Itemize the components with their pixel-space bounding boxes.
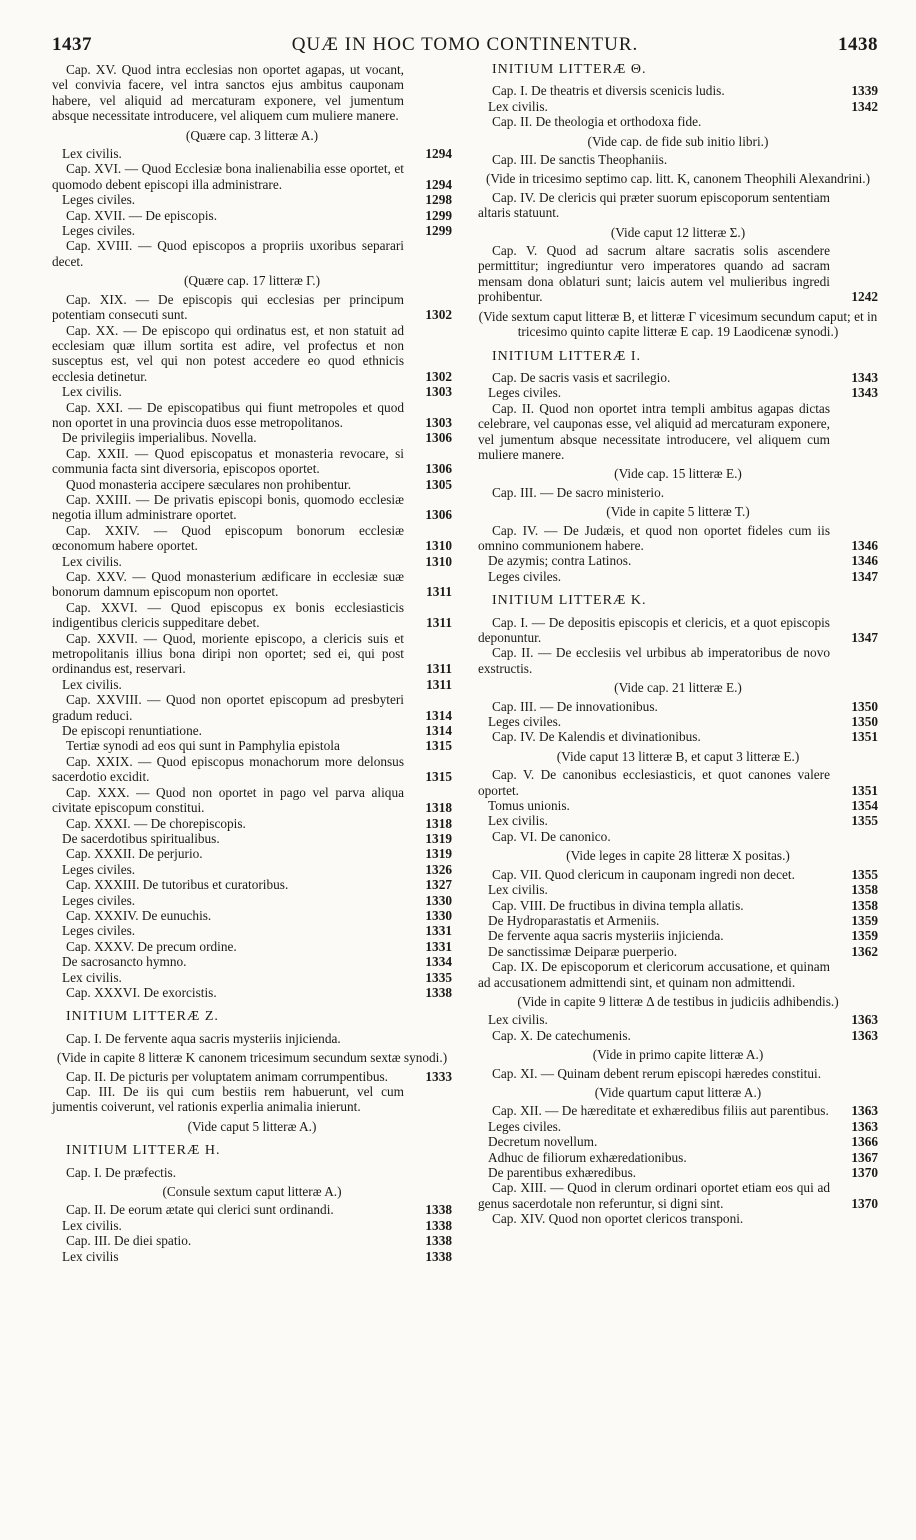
page-reference: 1359 [851, 928, 878, 944]
entry-text: Cap. XXVII. — Quod, moriente episcopo, a clericis suis et metropolitanis illius bona diripi non oportet; sed ei, qui post ordinandus est, reservari. [52, 630, 404, 677]
chapter-entry [478, 829, 878, 844]
sub-entry [52, 1249, 452, 1264]
cross-reference-note: (Vide in primo capite litteræ A.) [592, 1047, 764, 1063]
chapter-entry [478, 699, 878, 714]
chapter-entry [478, 1066, 878, 1081]
sub-entry [478, 1165, 878, 1180]
chapter-entry [52, 400, 452, 431]
cross-reference-note: (Vide quartum caput litteræ A.) [594, 1084, 762, 1100]
page-reference: 1298 [425, 192, 452, 208]
entry-text: Cap. VI. De canonico. [492, 828, 611, 844]
page-reference: 1339 [851, 83, 878, 99]
chapter-entry [478, 370, 878, 385]
page-reference: 1294 [425, 176, 452, 192]
two-column-index [52, 62, 878, 1264]
page-reference: 1343 [851, 385, 878, 401]
cross-reference-note: (Vide in capite 5 litteræ T.) [606, 504, 750, 520]
entry-text: Leges civiles. [62, 861, 136, 877]
entry-text: De Hydroparastatis et Armeniis. [488, 912, 660, 928]
sub-entry [52, 831, 452, 846]
entry-text: Cap. XIII. — Quod in clerum ordinari oportet etiam eos qui ad genus sacerdotale non referuntur, si digni sint. [478, 1180, 830, 1211]
page-reference: 1359 [851, 912, 878, 928]
sub-entry [52, 223, 452, 238]
page-reference: 1347 [851, 568, 878, 584]
entry-text: Cap. XVI. — Quod Ecclesiæ bona inalienabilia esse oportet, et quomodo debent episcopi illa administrare. [52, 161, 404, 192]
cross-reference-note: (Vide leges in capite 28 litteræ X positas.) [566, 848, 790, 864]
sub-entry [478, 928, 878, 943]
entry-text: Lex civilis. [488, 882, 548, 898]
chapter-entry [478, 898, 878, 913]
page-reference: 1294 [425, 146, 452, 162]
page-reference: 1370 [851, 1165, 878, 1180]
entry-text: Cap. XV. Quod intra ecclesias non oportet agapas, ut vocant, vel convivia facere, vel intra sanctos ejus ambitus cauponam habere, vel aliquid ad mercaturam exponere, vel jumentum absque necessitate introducere, vel aliquem cum muliere manere. [52, 62, 404, 124]
chapter-entry [478, 243, 878, 305]
sub-entry [478, 714, 878, 729]
sub-entry [52, 723, 452, 738]
chapter-entry [478, 729, 878, 744]
chapter-entry [52, 523, 452, 554]
entry-text: Lex civilis [62, 1248, 119, 1264]
entry-text: Leges civiles. [62, 892, 136, 908]
entry-text: Lex civilis. [62, 969, 122, 985]
entry-text: Adhuc de filiorum exhæredationibus. [488, 1149, 687, 1165]
chapter-entry [52, 569, 452, 600]
entry-text: Cap. IV. — De Judæis, et quod non oportet fideles cum iis omnino communionem habere. [478, 522, 830, 553]
entry-text: Cap. X. De catechumenis. [492, 1027, 631, 1043]
sub-entry [478, 944, 878, 959]
entry-text: Cap. II. De theologia et orthodoxa fide. [492, 114, 702, 130]
page-reference: 1306 [425, 461, 452, 477]
page-reference: 1331 [425, 938, 452, 954]
cross-reference-note: (Vide cap. de fide sub initio libri.) [587, 133, 769, 149]
page-reference: 1303 [425, 414, 452, 430]
cross-reference-note: (Vide caput 12 litteræ Σ.) [610, 224, 746, 240]
sub-entry [52, 677, 452, 692]
sub-entry [478, 569, 878, 584]
sub-entry [52, 1218, 452, 1233]
page-reference: 1354 [851, 798, 878, 814]
entry-text: Cap. III. De diei spatio. [66, 1233, 192, 1249]
entry-text: Cap. XXV. — Quod monasterium ædificare in ecclesiæ suæ bonorum damnum episcopum non oportet. [52, 569, 404, 600]
running-title: QUÆ IN HOC TOMO CONTINENTUR. [291, 34, 639, 55]
entry-text: Cap. VII. Quod clericum in cauponam ingredi non decet. [492, 866, 795, 882]
page-reference: 1326 [425, 861, 452, 877]
chapter-entry [478, 83, 878, 98]
cross-reference-note: (Vide in capite 9 litteræ Δ de testibus in judiciis adhibendis.) [517, 993, 839, 1009]
entry-text: Cap. XXXI. — De chorepiscopis. [66, 815, 246, 831]
chapter-entry [52, 985, 452, 1000]
sub-entry [478, 553, 878, 568]
chapter-entry [52, 754, 452, 785]
entry-text: Cap. XXIII. — De privatis episcopi bonis, quomodo ecclesiæ negotia illum administrare oportet. [52, 491, 404, 523]
entry-text: Cap. I. De fervente aqua sacris mysteriis injicienda. [66, 1030, 341, 1046]
page-number-left: 1437 [52, 34, 92, 55]
page-reference: 1315 [425, 769, 452, 785]
entry-text: Cap. XX. — De episcopo qui ordinatus est, et non statuit ad ecclesiam quæ illum sortita est adire, vel profectus et non susceptus est, vel qui non potest accedere eo quod ethnicis ecclesia detinetur. [52, 322, 404, 384]
entry-text: Lex civilis. [488, 1012, 548, 1028]
entry-text: Cap. II. De picturis per voluptatem animam corrumpentibus. [66, 1068, 388, 1084]
entry-text: Cap. XXXV. De precum ordine. [66, 938, 237, 954]
chapter-entry [52, 846, 452, 861]
chapter-entry [52, 1233, 452, 1248]
page-reference: 1366 [851, 1134, 878, 1150]
entry-text: Cap. IV. De clericis qui præter suorum episcoporum sententiam altaris statuunt. [478, 189, 831, 221]
page-reference: 1358 [851, 897, 878, 913]
section-heading: INITIUM LITTERÆ Θ. [492, 62, 647, 77]
chapter-entry [52, 816, 452, 831]
page-reference: 1335 [425, 969, 452, 985]
page-reference: 1303 [425, 384, 452, 400]
entry-text: Cap. III. — De sacro ministerio. [492, 484, 665, 500]
page-reference: 1327 [425, 877, 452, 893]
cross-reference-note: (Vide cap. 15 litteræ E.) [614, 466, 742, 482]
section-heading: INITIUM LITTERÆ H. [66, 1143, 221, 1159]
chapter-entry [478, 1180, 878, 1211]
page-reference: 1311 [426, 661, 452, 677]
cross-reference-note: (Quære cap. 17 litteræ Γ.) [183, 273, 321, 289]
page-reference: 1318 [425, 815, 452, 831]
entry-text: Leges civiles. [488, 714, 562, 730]
chapter-entry [478, 152, 878, 167]
entry-text: Cap. XXX. — Quod non oportet in pago vel parva aliqua civitate episcopum constitui. [52, 784, 404, 816]
page-reference: 1330 [425, 892, 452, 908]
page-reference: 1363 [851, 1103, 878, 1119]
chapter-entry [52, 1202, 452, 1217]
page-reference: 1350 [851, 698, 878, 714]
page-reference: 1351 [851, 729, 878, 745]
page-reference: 1363 [851, 1027, 878, 1043]
entry-text: Cap. II. De eorum ætate qui clerici sunt ordinandi. [66, 1202, 334, 1218]
running-header [52, 30, 878, 60]
chapter-entry [52, 238, 452, 269]
entry-text: Cap. XII. — De hæreditate et exhæredibus filiis aut parentibus. [492, 1103, 829, 1119]
chapter-entry [478, 867, 878, 882]
cross-reference-note: (Quære cap. 3 litteræ A.) [185, 127, 319, 143]
cross-reference-note: (Vide in tricesimo septimo cap. litt. K, canonem Theophili Alexandrini.) [485, 171, 871, 187]
entry-text: De sacrosancto hymno. [62, 954, 187, 970]
chapter-entry [52, 208, 452, 223]
entry-text: Cap. XXII. — Quod episcopatus et monasteria revocare, si communia facta sint diversoria, episcopos oportet. [52, 445, 404, 477]
page-reference: 1355 [851, 866, 878, 882]
sub-entry [478, 1150, 878, 1165]
page-reference: 1330 [425, 907, 452, 923]
page-reference: 1311 [426, 584, 452, 600]
entry-text: Leges civiles. [488, 568, 562, 584]
sub-entry [52, 862, 452, 877]
sub-entry [52, 970, 452, 985]
chapter-entry [478, 1028, 878, 1043]
page-reference: 1338 [425, 1217, 452, 1233]
chapter-entry [52, 492, 452, 523]
entry-text: Cap. XVII. — De episcopis. [66, 207, 218, 223]
left-column [52, 62, 452, 1264]
entry-text: Cap. II. Quod non oportet intra templi ambitus agapas dictas celebrare, vel cauponas esse, vel aliquid ad mercaturam exponere, vel jumentum absque necessitate introducere, vel aliquem cum muliere manere. [478, 400, 830, 462]
chapter-entry [478, 114, 878, 129]
sub-entry [52, 146, 452, 161]
page-reference: 1306 [425, 507, 452, 523]
page-reference: 1305 [425, 476, 452, 492]
entry-text: Leges civiles. [488, 1118, 562, 1134]
entry-text: De azymis; contra Latinos. [488, 553, 632, 569]
sub-entry [52, 554, 452, 569]
chapter-entry [52, 631, 452, 677]
chapter-entry [52, 738, 452, 753]
sub-entry [52, 192, 452, 207]
page-reference: 1346 [851, 537, 878, 553]
entry-text: Cap. XXVI. — Quod episcopus ex bonis ecclesiasticis indigentibus clericis suppeditare debet. [52, 599, 404, 631]
page-reference: 1314 [425, 707, 452, 723]
page-reference: 1319 [425, 846, 452, 862]
chapter-entry [478, 523, 878, 554]
entry-text: Cap. XIV. Quod non oportet clericos transponi. [492, 1211, 744, 1227]
page-reference: 1343 [851, 369, 878, 385]
entry-text: De sacerdotibus spiritualibus. [62, 830, 220, 846]
chapter-entry [478, 401, 878, 463]
entry-text: Leges civiles. [62, 223, 136, 239]
chapter-entry [478, 190, 878, 221]
page-number-right: 1438 [838, 34, 878, 55]
sub-entry [478, 1012, 878, 1027]
entry-text: De privilegiis imperialibus. Novella. [62, 430, 257, 446]
page-reference: 1302 [425, 368, 452, 384]
entry-text: Cap. De sacris vasis et sacrilegio. [492, 369, 671, 385]
chapter-entry [52, 477, 452, 492]
page-reference: 1370 [851, 1195, 878, 1211]
chapter-entry [52, 62, 452, 124]
entry-text: Tomus unionis. [488, 798, 570, 814]
chapter-entry [52, 161, 452, 192]
page-reference: 1350 [851, 714, 878, 730]
sub-entry [478, 385, 878, 400]
chapter-entry [52, 600, 452, 631]
entry-text: Lex civilis. [488, 813, 548, 829]
chapter-entry [478, 615, 878, 646]
page-reference: 1338 [425, 1248, 452, 1264]
entry-text: Cap. III. De iis qui cum bestiis rem habuerunt, vel cum jumentis coiverunt, vel rationis experlia animalia inierunt. [52, 1084, 404, 1115]
sub-entry [52, 384, 452, 399]
page-reference: 1363 [851, 1012, 878, 1028]
chapter-entry [52, 1084, 452, 1115]
right-column [478, 62, 878, 1264]
chapter-entry [52, 446, 452, 477]
page-reference: 1367 [851, 1149, 878, 1165]
entry-text: De fervente aqua sacris mysteriis injicienda. [488, 928, 724, 944]
page-reference: 1299 [425, 223, 452, 239]
chapter-entry [478, 1103, 878, 1118]
sub-entry [478, 1119, 878, 1134]
entry-text: Leges civiles. [62, 923, 136, 939]
chapter-entry [478, 645, 878, 676]
entry-text: Lex civilis. [488, 98, 548, 114]
page-reference: 1331 [425, 923, 452, 939]
entry-text: Cap. V. De canonibus ecclesiasticis, et quot canones valere oportet. [478, 767, 830, 798]
page-reference: 1351 [851, 782, 878, 798]
chapter-entry [478, 767, 878, 798]
page-reference: 1333 [425, 1068, 452, 1084]
sub-entry [52, 430, 452, 445]
chapter-entry [52, 877, 452, 892]
page-reference: 1334 [425, 954, 452, 970]
chapter-entry [478, 959, 878, 990]
entry-text: Lex civilis. [62, 146, 122, 162]
entry-text: Cap. IV. De Kalendis et divinationibus. [492, 729, 701, 745]
page-reference: 1358 [851, 882, 878, 898]
entry-text: De sanctissimæ Deiparæ puerperio. [488, 943, 678, 959]
page-reference: 1299 [425, 207, 452, 223]
page-reference: 1242 [851, 289, 878, 305]
chapter-entry [52, 1031, 452, 1046]
page-reference: 1342 [851, 98, 878, 114]
page-reference: 1319 [425, 830, 452, 846]
page-reference: 1338 [425, 984, 452, 1000]
entry-text: Lex civilis. [62, 553, 122, 569]
chapter-entry [52, 785, 452, 816]
entry-text: Cap. XXIX. — Quod episcopus monachorum more delonsus sacerdotio excidit. [52, 753, 404, 785]
page-reference: 1310 [425, 538, 452, 554]
page-reference: 1302 [425, 307, 452, 323]
sub-entry [478, 798, 878, 813]
page-reference: 1311 [426, 615, 452, 631]
chapter-entry [52, 1069, 452, 1084]
chapter-entry [52, 1165, 452, 1180]
chapter-entry [52, 908, 452, 923]
cross-reference-note: (Vide in capite 8 litteræ K canonem tricesimum secundum sextæ synodi.) [56, 1050, 448, 1066]
page-reference: 1310 [425, 553, 452, 569]
section-heading: INITIUM LITTERÆ I. [492, 348, 642, 364]
entry-text: Cap. XIX. — De episcopis qui ecclesias per principum potentiam consecuti sunt. [52, 291, 404, 323]
entry-text: Leges civiles. [488, 385, 562, 401]
entry-text: Lex civilis. [62, 676, 122, 692]
entry-text: Cap. I. De theatris et diversis scenicis ludis. [492, 83, 725, 99]
sub-entry [52, 893, 452, 908]
page-reference: 1315 [425, 738, 452, 754]
page-reference: 1347 [851, 630, 878, 645]
sub-entry [52, 923, 452, 938]
chapter-entry [478, 485, 878, 500]
entry-text: Cap. XXXII. De perjurio. [66, 846, 203, 862]
cross-reference-note: (Consule sextum caput litteræ A.) [162, 1184, 342, 1200]
entry-text: Decretum novellum. [488, 1134, 598, 1150]
sub-entry [478, 813, 878, 828]
chapter-entry [52, 939, 452, 954]
page-reference: 1314 [425, 723, 452, 739]
entry-text: Cap. V. Quod ad sacrum altare sacratis solis ascendere permittitur; ingrediuntur vero imperatores quando ad sacram mensam dona oblaturi sunt; laicis autem vel mulieribus ingredi prohibentur. [478, 243, 830, 305]
entry-text: Cap. XXXIII. De tutoribus et curatoribus. [66, 877, 289, 893]
page-reference: 1355 [851, 813, 878, 829]
sub-entry [478, 882, 878, 897]
cross-reference-note: (Vide sextum caput litteræ B, et litteræ Γ vicesimum secundum caput; et in tricesimo quinto capite litteræ E cap. 19 Laodicenæ synodi.) [478, 308, 878, 340]
page-reference: 1338 [425, 1202, 452, 1218]
sub-entry [52, 954, 452, 969]
entry-text: Cap. IX. De episcoporum et clericorum accusatione, et quinam ad accusationem admittendi sint, et quinam non admittendi. [478, 959, 830, 990]
entry-text: Cap. XXXVI. De exorcistis. [66, 984, 217, 1000]
entry-text: Tertiæ synodi ad eos qui sunt in Pamphylia epistola [66, 738, 340, 754]
entry-text: Leges civiles. [62, 192, 136, 208]
entry-text: Lex civilis. [62, 384, 122, 400]
page-reference: 1346 [851, 553, 878, 569]
entry-text: Cap. III. De sanctis Theophaniis. [492, 152, 668, 168]
sub-entry [478, 1134, 878, 1149]
chapter-entry [52, 323, 452, 385]
sub-entry [478, 99, 878, 114]
entry-text: Cap. III. — De innovationibus. [492, 698, 658, 714]
page-reference: 1363 [851, 1118, 878, 1134]
entry-text: Cap. XXXIV. De eunuchis. [66, 907, 212, 923]
page-reference: 1338 [425, 1233, 452, 1249]
page-reference: 1311 [426, 676, 452, 692]
entry-text: Cap. XXIV. — Quod episcopum bonorum ecclesiæ œconomum habere oportet. [52, 522, 404, 554]
entry-text: Cap. XXI. — De episcopatibus qui fiunt metropoles et quod non oportet in una provincia duos esse metropolitanos. [52, 399, 404, 430]
section-heading: INITIUM LITTERÆ K. [492, 593, 647, 609]
entry-text: Cap. I. — De depositis episcopis et clericis, et a quot episcopis deponuntur. [478, 614, 830, 645]
cross-reference-note: (Vide cap. 21 litteræ E.) [614, 680, 742, 696]
section-heading: INITIUM LITTERÆ Z. [66, 1009, 219, 1025]
page-reference: 1318 [425, 800, 452, 816]
entry-text: Cap. VIII. De fructibus in divina templa allatis. [492, 897, 744, 913]
entry-text: De parentibus exhæredibus. [488, 1165, 637, 1180]
entry-text: Quod monasteria accipere sæculares non prohibentur. [66, 476, 352, 492]
chapter-entry [478, 1211, 878, 1226]
entry-text: Cap. I. De præfectis. [66, 1164, 177, 1180]
entry-text: Lex civilis. [62, 1217, 122, 1233]
entry-text: Cap. XI. — Quinam debent rerum episcopi hæredes constitui. [492, 1065, 822, 1081]
page-reference: 1362 [851, 943, 878, 959]
cross-reference-note: (Vide caput 5 litteræ A.) [187, 1118, 317, 1134]
page-reference: 1306 [425, 430, 452, 446]
entry-text: Cap. XVIII. — Quod episcopos a propriis uxoribus separari decet. [52, 238, 404, 269]
entry-text: Cap. XXVIII. — Quod non oportet episcopum ad presbyteri gradum reduci. [52, 692, 404, 723]
chapter-entry [52, 692, 452, 723]
sub-entry [478, 913, 878, 928]
entry-text: De episcopi renuntiatione. [62, 723, 202, 739]
entry-text: Cap. II. — De ecclesiis vel urbibus ab imperatoribus de novo exstructis. [478, 645, 830, 676]
cross-reference-note: (Vide caput 13 litteræ B, et caput 3 litteræ E.) [556, 748, 800, 764]
chapter-entry [52, 292, 452, 323]
